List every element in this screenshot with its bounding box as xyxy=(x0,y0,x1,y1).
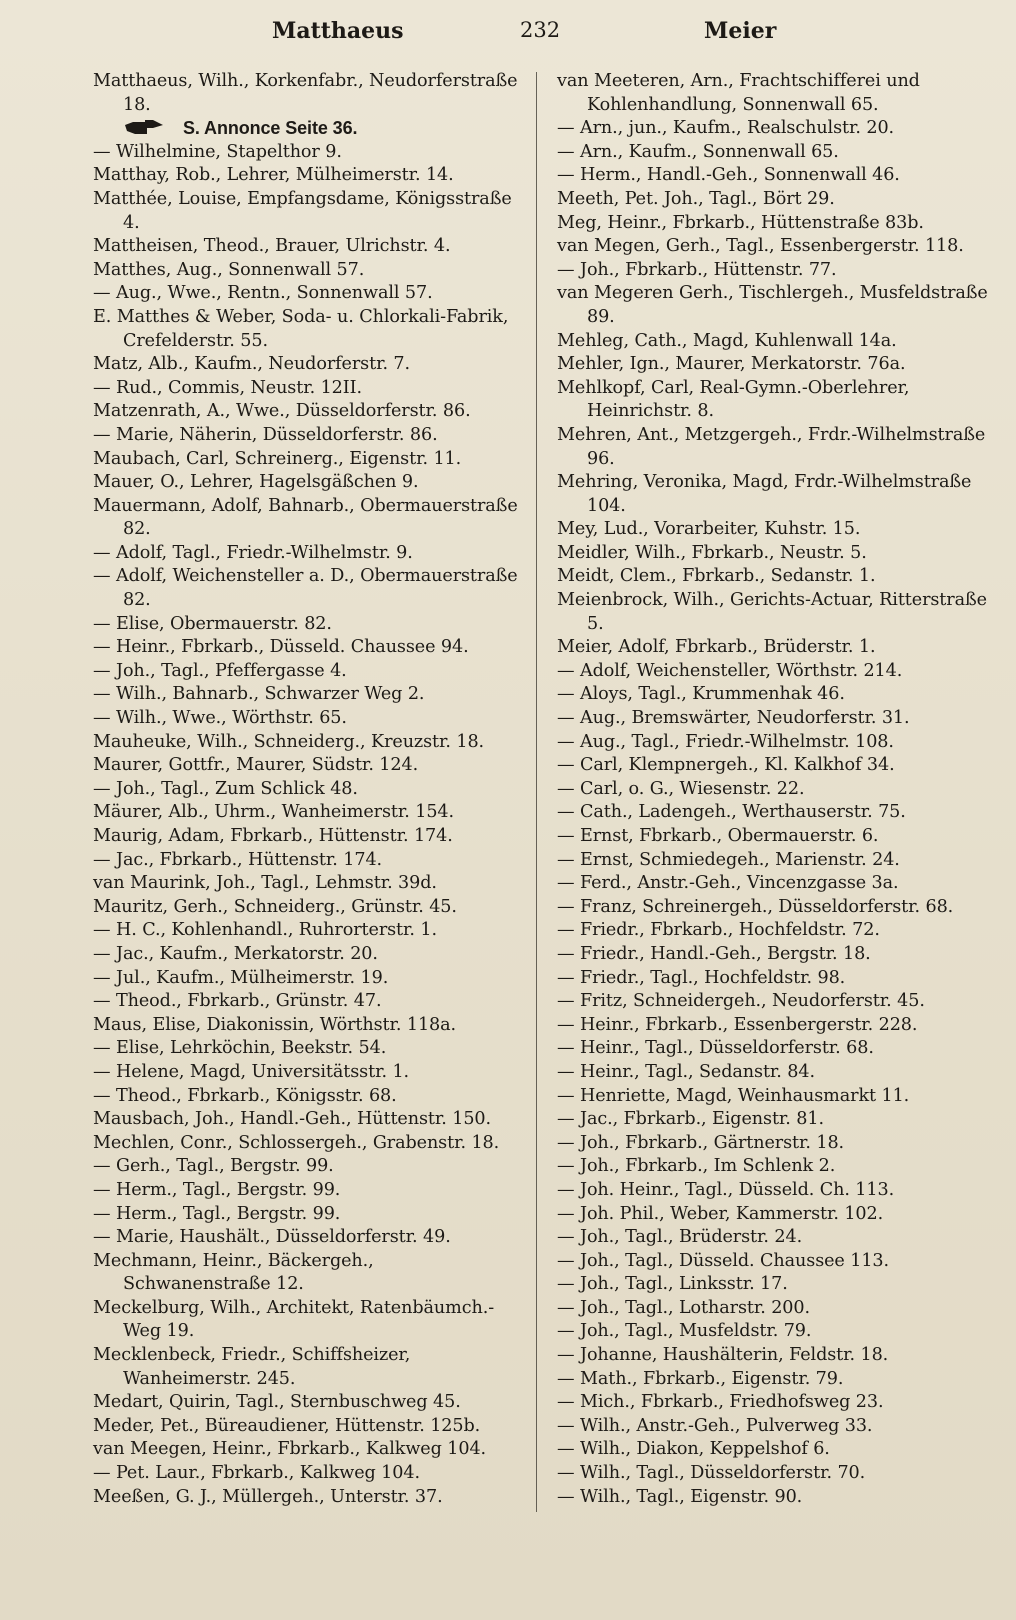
directory-entry: — Adolf, Weichensteller a. D., Obermauerstraße 82. xyxy=(93,566,518,611)
directory-entry: van Megen, Gerh., Tagl., Essenbergerstr. 118. xyxy=(557,236,964,257)
directory-entry: — Adolf, Tagl., Friedr.-Wilhelmstr. 9. xyxy=(93,542,413,563)
directory-entry: Mäurer, Alb., Uhrm., Wanheimerstr. 154. xyxy=(93,802,455,823)
directory-entry: — Wilh., Tagl., Eigenstr. 90. xyxy=(557,1486,803,1507)
directory-entry: — Aug., Tagl., Friedr.-Wilhelmstr. 108. xyxy=(557,731,894,752)
directory-entry: — Jul., Kaufm., Mülheimerstr. 19. xyxy=(93,967,389,988)
directory-entry: — Johanne, Haushälterin, Feldstr. 18. xyxy=(557,1345,889,1366)
directory-entry: Meder, Pet., Büreaudiener, Hüttenstr. 125b. xyxy=(93,1415,481,1436)
directory-entry: — Joh. Phil., Weber, Kammerstr. 102. xyxy=(557,1203,884,1224)
directory-entry: Mey, Lud., Vorarbeiter, Kuhstr. 15. xyxy=(557,519,861,540)
directory-entry: — Joh., Tagl., Pfeffergasse 4. xyxy=(93,660,347,681)
directory-entry: — Wilh., Wwe., Wörthstr. 65. xyxy=(93,708,347,729)
directory-entry: Mattheisen, Theod., Brauer, Ulrichstr. 4. xyxy=(93,236,451,257)
directory-entry: — Marie, Haushält., Düsseldorferstr. 49. xyxy=(93,1227,451,1248)
directory-entry: Meier, Adolf, Fbrkarb., Brüderstr. 1. xyxy=(557,637,876,658)
directory-entry: Matthée, Louise, Empfangsdame, Königsstraße 4. xyxy=(93,188,512,233)
directory-entry: — H. C., Kohlenhandl., Ruhrorterstr. 1. xyxy=(93,920,437,941)
directory-entry: Mehlkopf, Carl, Real-Gymn.-Oberlehrer, Heinrichstr. 8. xyxy=(557,377,910,422)
directory-entry: Meckelburg, Wilh., Architekt, Ratenbäumch.-Weg 19. xyxy=(93,1297,495,1342)
directory-entry: — Ernst, Schmiedegeh., Marienstr. 24. xyxy=(557,849,900,870)
directory-entry: — Pet. Laur., Fbrkarb., Kalkweg 104. xyxy=(93,1463,420,1484)
directory-entry: — Joh., Fbrkarb., Hüttenstr. 77. xyxy=(557,259,837,280)
directory-entry: Mechlen, Conr., Schlossergeh., Grabenstr. 18. xyxy=(93,1132,500,1153)
annonce-text: S. Annonce Seite 36. xyxy=(183,118,358,139)
directory-entry: — Herm., Tagl., Bergstr. 99. xyxy=(93,1203,341,1224)
header-left-keyword: Matthaeus xyxy=(272,18,404,44)
directory-entry: — Joh., Tagl., Zum Schlick 48. xyxy=(93,778,358,799)
directory-entry: Mecklenbeck, Friedr., Schiffsheizer, Wanheimerstr. 245. xyxy=(93,1345,411,1389)
directory-entry: — Aloys, Tagl., Krummenhak 46. xyxy=(557,684,845,705)
directory-entry: — Helene, Magd, Universitätsstr. 1. xyxy=(93,1061,410,1082)
directory-entry: — Math., Fbrkarb., Eigenstr. 79. xyxy=(557,1368,844,1389)
pointing-hand-icon xyxy=(123,119,167,137)
directory-entry: — Elise, Obermauerstr. 82. xyxy=(93,613,332,634)
directory-entry: — Wilh., Bahnarb., Schwarzer Weg 2. xyxy=(93,684,425,705)
directory-entry: Maus, Elise, Diakonissin, Wörthstr. 118a. xyxy=(93,1014,457,1035)
directory-entry: van Maurink, Joh., Tagl., Lehmstr. 39d. xyxy=(93,873,437,894)
directory-entry: — Joh., Tagl., Linksstr. 17. xyxy=(557,1274,788,1295)
directory-entry: van Megeren Gerh., Tischlergeh., Musfeldstraße 89. xyxy=(557,283,988,327)
directory-entry: — Wilh., Tagl., Düsseldorferstr. 70. xyxy=(557,1463,866,1484)
column-divider xyxy=(536,72,537,1512)
directory-entry: — Carl, o. G., Wiesenstr. 22. xyxy=(557,778,805,799)
directory-entry: Mechmann, Heinr., Bäckergeh., Schwanenstraße 12. xyxy=(93,1250,374,1295)
directory-entry: — Fritz, Schneidergeh., Neudorferstr. 45. xyxy=(557,991,925,1012)
page-number: 232 xyxy=(520,18,561,42)
directory-entry: Matthes, Aug., Sonnenwall 57. xyxy=(93,259,365,280)
directory-entry: E. Matthes & Weber, Soda- u. Chlorkali-Fabrik, Crefelderstr. 55. xyxy=(93,306,509,351)
directory-entry: van Meeteren, Arn., Frachtschifferei und Kohlenhandlung, Sonnenwall 65. xyxy=(557,71,920,115)
directory-entry: — Arn., jun., Kaufm., Realschulstr. 20. xyxy=(557,118,895,139)
directory-entry: — Gerh., Tagl., Bergstr. 99. xyxy=(93,1156,334,1177)
directory-entry: — Jac., Fbrkarb., Hüttenstr. 174. xyxy=(93,849,383,870)
directory-entry: Mauermann, Adolf, Bahnarb., Obermauerstraße 82. xyxy=(93,495,518,540)
directory-entry: Matz, Alb., Kaufm., Neudorferstr. 7. xyxy=(93,354,411,375)
directory-entry: — Heinr., Fbrkarb., Düsseld. Chaussee 94. xyxy=(93,637,469,658)
directory-entry: Mehring, Veronika, Magd, Frdr.-Wilhelmstraße 104. xyxy=(557,472,972,516)
directory-entry: Mehren, Ant., Metzgergeh., Frdr.-Wilhelmstraße 96. xyxy=(557,424,986,469)
directory-entry: Meeßen, G. J., Müllergeh., Unterstr. 37. xyxy=(93,1486,443,1507)
directory-entry: Mehler, Ign., Maurer, Merkatorstr. 76a. xyxy=(557,354,906,375)
directory-entry: — Rud., Commis, Neustr. 12II. xyxy=(93,377,362,398)
directory-entry: — Joh., Tagl., Brüderstr. 24. xyxy=(557,1227,803,1248)
page-header xyxy=(0,18,1016,58)
directory-entry: van Meegen, Heinr., Fbrkarb., Kalkweg 104. xyxy=(93,1439,487,1460)
directory-entry: — Wilhelmine, Stapelthor 9. xyxy=(93,141,342,162)
directory-entry: Mauer, O., Lehrer, Hagelsgäßchen 9. xyxy=(93,472,419,493)
directory-entry: Maurer, Gottfr., Maurer, Südstr. 124. xyxy=(93,755,419,776)
directory-entry: — Marie, Näherin, Düsseldorferstr. 86. xyxy=(93,424,438,445)
directory-entry: — Adolf, Weichensteller, Wörthstr. 214. xyxy=(557,660,903,681)
directory-entry: — Henriette, Magd, Weinhausmarkt 11. xyxy=(557,1085,910,1106)
directory-entry: — Joh. Heinr., Tagl., Düsseld. Ch. 113. xyxy=(557,1179,895,1200)
directory-entry: — Franz, Schreinergeh., Düsseldorferstr. 68. xyxy=(557,896,954,917)
directory-entry: — Herm., Handl.-Geh., Sonnenwall 46. xyxy=(557,165,900,186)
directory-entry: — Joh., Fbrkarb., Im Schlenk 2. xyxy=(557,1156,836,1177)
directory-entry: Mauheuke, Wilh., Schneiderg., Kreuzstr. 18. xyxy=(93,731,485,752)
directory-entry: — Aug., Wwe., Rentn., Sonnenwall 57. xyxy=(93,283,433,304)
directory-entry: Mehleg, Cath., Magd, Kuhlenwall 14a. xyxy=(557,330,897,351)
directory-entry: — Theod., Fbrkarb., Grünstr. 47. xyxy=(93,991,382,1012)
left-column xyxy=(93,70,525,1509)
directory-entry: — Heinr., Tagl., Sedanstr. 84. xyxy=(557,1061,815,1082)
directory-entry: — Herm., Tagl., Bergstr. 99. xyxy=(93,1179,341,1200)
directory-entry: — Arn., Kaufm., Sonnenwall 65. xyxy=(557,141,839,162)
directory-entry: — Wilh., Anstr.-Geh., Pulverweg 33. xyxy=(557,1415,873,1436)
directory-entry: — Joh., Fbrkarb., Gärtnerstr. 18. xyxy=(557,1132,845,1153)
directory-entry: Mauritz, Gerh., Schneiderg., Grünstr. 45. xyxy=(93,896,457,917)
directory-entry: — Ferd., Anstr.-Geh., Vincenzgasse 3a. xyxy=(557,873,899,894)
directory-entry: Maubach, Carl, Schreinerg., Eigenstr. 11. xyxy=(93,448,462,469)
directory-entry: — Jac., Fbrkarb., Eigenstr. 81. xyxy=(557,1109,824,1130)
directory-entry: Matzenrath, A., Wwe., Düsseldorferstr. 86. xyxy=(93,401,471,422)
directory-entry: — Cath., Ladengeh., Werthauserstr. 75. xyxy=(557,802,906,823)
directory-entry: Meidler, Wilh., Fbrkarb., Neustr. 5. xyxy=(557,542,867,563)
annonce-reference xyxy=(93,117,525,141)
directory-entry: — Heinr., Fbrkarb., Essenbergerstr. 228. xyxy=(557,1014,918,1035)
directory-entry: Meg, Heinr., Fbrkarb., Hüttenstraße 83b. xyxy=(557,212,924,233)
directory-entry: — Heinr., Tagl., Düsseldorferstr. 68. xyxy=(557,1038,874,1059)
directory-entry: Matthaeus, Wilh., Korkenfabr., Neudorferstraße 18. xyxy=(93,71,518,115)
directory-entry: — Friedr., Handl.-Geh., Bergstr. 18. xyxy=(557,943,871,964)
directory-entry: Meienbrock, Wilh., Gerichts-Actuar, Ritterstraße 5. xyxy=(557,590,987,634)
directory-entry: — Carl, Klempnergeh., Kl. Kalkhof 34. xyxy=(557,755,895,776)
directory-entry: — Aug., Bremswärter, Neudorferstr. 31. xyxy=(557,708,910,729)
directory-entry: — Friedr., Fbrkarb., Hochfeldstr. 72. xyxy=(557,920,880,941)
header-right-keyword: Meier xyxy=(704,18,777,44)
directory-entry: — Wilh., Diakon, Keppelshof 6. xyxy=(557,1439,830,1460)
directory-entry: — Jac., Kaufm., Merkatorstr. 20. xyxy=(93,943,378,964)
directory-entry: Medart, Quirin, Tagl., Sternbuschweg 45. xyxy=(93,1392,461,1413)
right-column xyxy=(557,70,997,1509)
directory-entry: Meeth, Pet. Joh., Tagl., Bört 29. xyxy=(557,188,835,209)
directory-entry: — Ernst, Fbrkarb., Obermauerstr. 6. xyxy=(557,826,879,846)
directory-entry: Maurig, Adam, Fbrkarb., Hüttenstr. 174. xyxy=(93,826,453,846)
directory-entry: — Theod., Fbrkarb., Königsstr. 68. xyxy=(93,1085,397,1106)
directory-entry: — Elise, Lehrköchin, Beekstr. 54. xyxy=(93,1038,387,1059)
directory-entry: — Joh., Tagl., Musfeldstr. 79. xyxy=(557,1321,812,1342)
directory-entry: — Joh., Tagl., Lotharstr. 200. xyxy=(557,1297,810,1318)
directory-entry: — Friedr., Tagl., Hochfeldstr. 98. xyxy=(557,967,846,988)
directory-entry: Meidt, Clem., Fbrkarb., Sedanstr. 1. xyxy=(557,566,876,587)
directory-entry: — Joh., Tagl., Düsseld. Chaussee 113. xyxy=(557,1250,890,1271)
directory-entry: Matthay, Rob., Lehrer, Mülheimerstr. 14. xyxy=(93,165,454,186)
directory-entry: — Mich., Fbrkarb., Friedhofsweg 23. xyxy=(557,1392,884,1413)
directory-entry: Mausbach, Joh., Handl.-Geh., Hüttenstr. 150. xyxy=(93,1109,491,1130)
